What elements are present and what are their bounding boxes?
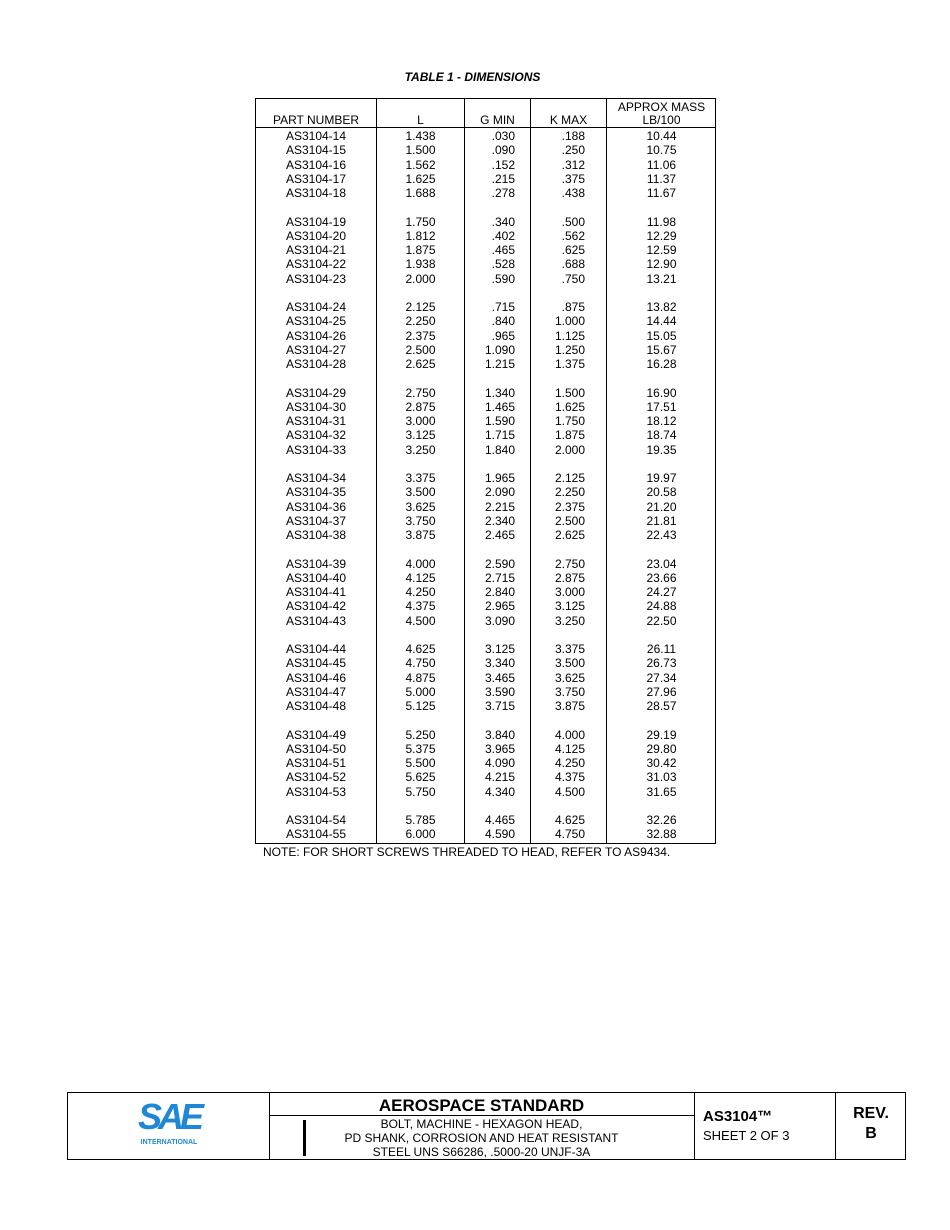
g-min-cell: 2.840 [484, 585, 515, 599]
table-row [256, 443, 715, 457]
approx-mass-cell: 19.35 [646, 442, 677, 457]
table-row [256, 186, 715, 200]
table-row [256, 300, 715, 314]
l-cell: 3.625 [405, 499, 436, 514]
g-min-cell: .965 [491, 328, 515, 343]
k-max-cell: 3.750 [554, 684, 585, 699]
k-max-cell: 4.500 [554, 784, 585, 799]
approx-mass-cell: 18.12 [646, 414, 677, 428]
table-row [256, 158, 715, 172]
table-row [256, 129, 715, 143]
table-row [256, 414, 715, 428]
g-min-cell: .278 [491, 186, 515, 200]
part-number-cell: AS3104-18 [285, 186, 347, 200]
g-min-cell: .340 [491, 214, 515, 229]
svg-text:SAE: SAE [137, 1099, 201, 1137]
part-number-cell: AS3104-53 [285, 784, 347, 799]
k-max-cell: 3.500 [554, 656, 585, 671]
l-cell: 3.875 [405, 528, 436, 542]
header-k-max: K MAX [549, 113, 588, 127]
part-number-cell: AS3104-45 [285, 656, 347, 671]
part-number-cell: AS3104-51 [285, 756, 347, 770]
table-row [256, 699, 715, 713]
l-cell: 2.000 [405, 271, 436, 286]
table-row [256, 471, 715, 485]
table-title: TABLE 1 - DIMENSIONS [404, 70, 541, 84]
l-cell: 5.625 [405, 770, 436, 785]
approx-mass-cell: 24.88 [646, 599, 677, 614]
g-min-cell: 3.715 [484, 699, 515, 713]
approx-mass-cell: 22.43 [646, 528, 677, 542]
table-row [256, 243, 715, 257]
table-row [256, 770, 715, 784]
part-number-cell: AS3104-29 [285, 385, 347, 400]
g-min-cell: .402 [491, 228, 515, 243]
title-block [67, 1092, 906, 1160]
g-min-cell: .215 [491, 171, 515, 186]
document-number: AS3104™ [703, 1108, 773, 1125]
k-max-cell: 4.375 [554, 770, 585, 785]
g-min-cell: 2.465 [484, 528, 515, 542]
part-number-cell: AS3104-20 [285, 228, 347, 243]
k-max-cell: 3.125 [554, 599, 585, 614]
heading-rule [269, 1115, 694, 1116]
l-cell: 3.750 [405, 513, 436, 528]
table-row [256, 514, 715, 528]
sae-international-logo [132, 1099, 206, 1149]
part-number-cell: AS3104-34 [285, 471, 347, 485]
approx-mass-cell: 10.44 [646, 129, 677, 143]
part-number-cell: AS3104-32 [285, 428, 347, 443]
revision-label: REV. [853, 1105, 889, 1122]
table-row [256, 329, 715, 343]
table-row [256, 314, 715, 328]
part-number-cell: AS3104-21 [285, 243, 347, 257]
g-min-cell: 3.340 [484, 656, 515, 671]
g-min-cell: .152 [491, 157, 515, 172]
g-min-cell: 1.215 [484, 357, 515, 371]
k-max-cell: .188 [561, 129, 585, 143]
table-row [256, 571, 715, 585]
part-number-cell: AS3104-22 [285, 257, 347, 272]
l-cell: 5.750 [405, 784, 436, 799]
k-max-cell: .375 [561, 171, 585, 186]
k-max-cell: 2.000 [554, 442, 585, 457]
part-number-cell: AS3104-44 [285, 642, 347, 656]
table-row [256, 599, 715, 613]
approx-mass-cell: 29.80 [646, 741, 677, 756]
k-max-cell: 4.625 [554, 813, 585, 827]
part-number-cell: AS3104-38 [285, 528, 347, 542]
approx-mass-cell: 22.50 [646, 613, 677, 628]
k-max-cell: 4.000 [554, 727, 585, 742]
description-line: STEEL UNS S66286, .5000-20 UNJF-3A [372, 1145, 591, 1159]
approx-mass-cell: 28.57 [646, 699, 677, 713]
part-number-cell: AS3104-35 [285, 485, 347, 500]
approx-mass-cell: 15.67 [646, 342, 677, 357]
table-row [256, 785, 715, 799]
l-cell: 1.812 [405, 228, 436, 243]
part-number-cell: AS3104-17 [285, 171, 347, 186]
l-cell: 2.750 [405, 385, 436, 400]
l-cell: 1.438 [405, 129, 436, 143]
l-cell: 5.000 [405, 684, 436, 699]
l-cell: 3.500 [405, 485, 436, 500]
g-min-cell: 4.215 [484, 770, 515, 785]
g-min-cell: 1.340 [484, 385, 515, 400]
approx-mass-cell: 32.88 [646, 827, 677, 842]
approx-mass-cell: 10.75 [646, 143, 677, 158]
g-min-cell: .465 [491, 243, 515, 257]
g-min-cell: 3.965 [484, 741, 515, 756]
l-cell: 2.875 [405, 399, 436, 414]
l-cell: 2.250 [405, 314, 436, 329]
k-max-cell: .875 [561, 300, 585, 314]
l-cell: 4.625 [405, 642, 436, 656]
k-max-cell: 3.375 [554, 642, 585, 656]
part-number-cell: AS3104-50 [285, 741, 347, 756]
l-cell: 4.250 [405, 585, 436, 599]
approx-mass-cell: 12.29 [646, 228, 677, 243]
approx-mass-cell: 23.66 [646, 570, 677, 585]
table-row [256, 742, 715, 756]
table-row [256, 614, 715, 628]
approx-mass-cell: 17.51 [646, 399, 677, 414]
approx-mass-cell: 11.67 [646, 186, 677, 200]
l-cell: 5.375 [405, 741, 436, 756]
k-max-cell: 3.250 [554, 613, 585, 628]
g-min-cell: .590 [491, 271, 515, 286]
table-row [256, 500, 715, 514]
g-min-cell: 2.340 [484, 513, 515, 528]
approx-mass-cell: 16.28 [646, 357, 677, 371]
part-number-cell: AS3104-42 [285, 599, 347, 614]
approx-mass-cell: 12.59 [646, 243, 677, 257]
g-min-cell: 1.465 [484, 399, 515, 414]
table-row [256, 827, 715, 841]
k-max-cell: .250 [561, 143, 585, 158]
approx-mass-cell: 31.65 [646, 784, 677, 799]
part-number-cell: AS3104-16 [285, 157, 347, 172]
part-number-cell: AS3104-39 [285, 556, 347, 571]
approx-mass-cell: 26.73 [646, 656, 677, 671]
k-max-cell: 2.625 [554, 528, 585, 542]
k-max-cell: .562 [561, 228, 585, 243]
g-min-cell: 1.090 [484, 342, 515, 357]
approx-mass-cell: 29.19 [646, 727, 677, 742]
k-max-cell: 2.250 [554, 485, 585, 500]
table-row [256, 386, 715, 400]
table-row [256, 143, 715, 157]
approx-mass-cell: 27.96 [646, 684, 677, 699]
g-min-cell: 2.715 [484, 570, 515, 585]
table-row [256, 585, 715, 599]
k-max-cell: 1.375 [554, 357, 585, 371]
g-min-cell: 2.215 [484, 499, 515, 514]
table-row [256, 343, 715, 357]
g-min-cell: 4.340 [484, 784, 515, 799]
k-max-cell: 3.875 [554, 699, 585, 713]
part-number-cell: AS3104-52 [285, 770, 347, 785]
table-row [256, 685, 715, 699]
approx-mass-cell: 13.21 [646, 271, 677, 286]
approx-mass-cell: 11.37 [646, 171, 677, 186]
g-min-cell: 2.590 [484, 556, 515, 571]
l-cell: 3.375 [405, 471, 436, 485]
header-mass-unit: LB/100 [642, 113, 681, 127]
part-number-cell: AS3104-47 [285, 684, 347, 699]
g-min-cell: 4.090 [484, 756, 515, 770]
k-max-cell: 1.250 [554, 342, 585, 357]
table-row [256, 528, 715, 542]
l-cell: 3.250 [405, 442, 436, 457]
l-cell: 1.562 [405, 157, 436, 172]
k-max-cell: 2.750 [554, 556, 585, 571]
l-cell: 1.938 [405, 257, 436, 272]
part-number-cell: AS3104-14 [285, 129, 347, 143]
g-min-cell: 3.590 [484, 684, 515, 699]
l-cell: 1.688 [405, 186, 436, 200]
table-note: NOTE: FOR SHORT SCREWS THREADED TO HEAD, REFER TO AS9434. [263, 845, 671, 859]
g-min-cell: 4.590 [484, 827, 515, 842]
table-row [256, 428, 715, 442]
approx-mass-cell: 21.20 [646, 499, 677, 514]
g-min-cell: .528 [491, 257, 515, 272]
l-cell: 6.000 [405, 827, 436, 842]
k-max-cell: 1.125 [554, 328, 585, 343]
approx-mass-cell: 15.05 [646, 328, 677, 343]
revision-value: B [865, 1125, 877, 1142]
approx-mass-cell: 23.04 [646, 556, 677, 571]
k-max-cell: .438 [561, 186, 585, 200]
g-min-cell: 1.965 [484, 471, 515, 485]
l-cell: 4.375 [405, 599, 436, 614]
l-cell: 2.125 [405, 300, 436, 314]
l-cell: 4.500 [405, 613, 436, 628]
k-max-cell: 1.000 [554, 314, 585, 329]
l-cell: 1.500 [405, 143, 436, 158]
approx-mass-cell: 20.58 [646, 485, 677, 500]
part-number-cell: AS3104-31 [285, 414, 347, 428]
g-min-cell: 1.840 [484, 442, 515, 457]
table-row [256, 756, 715, 770]
part-number-cell: AS3104-25 [285, 314, 347, 329]
g-min-cell: 1.715 [484, 428, 515, 443]
part-number-cell: AS3104-43 [285, 613, 347, 628]
part-number-cell: AS3104-19 [285, 214, 347, 229]
table-row [256, 671, 715, 685]
table-row [256, 813, 715, 827]
k-max-cell: 4.125 [554, 741, 585, 756]
l-cell: 1.625 [405, 171, 436, 186]
l-cell: 2.625 [405, 357, 436, 371]
part-number-cell: AS3104-26 [285, 328, 347, 343]
part-number-cell: AS3104-54 [285, 813, 347, 827]
part-number-cell: AS3104-49 [285, 727, 347, 742]
approx-mass-cell: 13.82 [646, 300, 677, 314]
k-max-cell: 2.125 [554, 471, 585, 485]
l-cell: 1.750 [405, 214, 436, 229]
table-row [256, 642, 715, 656]
l-cell: 4.000 [405, 556, 436, 571]
k-max-cell: 1.500 [554, 385, 585, 400]
dimensions-table [255, 98, 716, 844]
table-row [256, 257, 715, 271]
table-row [256, 656, 715, 670]
part-number-cell: AS3104-40 [285, 570, 347, 585]
k-max-cell: .625 [561, 243, 585, 257]
part-number-cell: AS3104-33 [285, 442, 347, 457]
part-number-cell: AS3104-15 [285, 143, 347, 158]
approx-mass-cell: 12.90 [646, 257, 677, 272]
table-row [256, 215, 715, 229]
k-max-cell: 4.750 [554, 827, 585, 842]
header-l: L [417, 113, 424, 127]
part-number-cell: AS3104-28 [285, 357, 347, 371]
part-number-cell: AS3104-41 [285, 585, 347, 599]
l-cell: 5.250 [405, 727, 436, 742]
g-min-cell: .030 [491, 129, 515, 143]
l-cell: 2.500 [405, 342, 436, 357]
approx-mass-cell: 31.03 [646, 770, 677, 785]
l-cell: 4.875 [405, 670, 436, 685]
part-number-cell: AS3104-55 [285, 827, 347, 842]
approx-mass-cell: 21.81 [646, 513, 677, 528]
part-number-cell: AS3104-37 [285, 513, 347, 528]
k-max-cell: 3.000 [554, 585, 585, 599]
g-min-cell: 3.840 [484, 727, 515, 742]
l-cell: 1.875 [405, 243, 436, 257]
approx-mass-cell: 16.90 [646, 385, 677, 400]
approx-mass-cell: 26.11 [646, 642, 677, 656]
part-number-cell: AS3104-23 [285, 271, 347, 286]
l-cell: 4.750 [405, 656, 436, 671]
g-min-cell: 3.125 [484, 642, 515, 656]
g-min-cell: .840 [491, 314, 515, 329]
table-row [256, 485, 715, 499]
k-max-cell: 2.375 [554, 499, 585, 514]
table-row [256, 557, 715, 571]
k-max-cell: 2.500 [554, 513, 585, 528]
header-rule [256, 127, 715, 128]
part-number-cell: AS3104-24 [285, 300, 347, 314]
approx-mass-cell: 14.44 [646, 314, 677, 329]
table-row [256, 229, 715, 243]
svg-text:INTERNATIONAL: INTERNATIONAL [140, 1139, 198, 1146]
l-cell: 4.125 [405, 570, 436, 585]
part-number-cell: AS3104-30 [285, 399, 347, 414]
k-max-cell: 1.750 [554, 414, 585, 428]
g-min-cell: 2.090 [484, 485, 515, 500]
part-number-cell: AS3104-48 [285, 699, 347, 713]
description-line: BOLT, MACHINE - HEXAGON HEAD, [380, 1117, 583, 1131]
approx-mass-cell: 27.34 [646, 670, 677, 685]
g-min-cell: 4.465 [484, 813, 515, 827]
approx-mass-cell: 19.97 [646, 471, 677, 485]
g-min-cell: .715 [491, 300, 515, 314]
k-max-cell: .750 [561, 271, 585, 286]
sheet-number: SHEET 2 OF 3 [703, 1128, 790, 1143]
approx-mass-cell: 24.27 [646, 585, 677, 599]
part-number-cell: AS3104-46 [285, 670, 347, 685]
k-max-cell: 4.250 [554, 756, 585, 770]
l-cell: 5.785 [405, 813, 436, 827]
standard-heading: AEROSPACE STANDARD [378, 1096, 585, 1115]
part-number-cell: AS3104-27 [285, 342, 347, 357]
header-part-number: PART NUMBER [272, 113, 359, 127]
table-row [256, 728, 715, 742]
approx-mass-cell: 18.74 [646, 428, 677, 443]
k-max-cell: 2.875 [554, 570, 585, 585]
approx-mass-cell: 30.42 [646, 756, 677, 770]
title-block-divider [694, 1093, 695, 1159]
approx-mass-cell: 11.98 [646, 214, 677, 229]
l-cell: 3.000 [405, 414, 436, 428]
g-min-cell: .090 [491, 143, 515, 158]
k-max-cell: .312 [561, 157, 585, 172]
part-number-cell: AS3104-36 [285, 499, 347, 514]
l-cell: 5.125 [405, 699, 436, 713]
approx-mass-cell: 11.06 [646, 157, 677, 172]
header-approx-mass: APPROX MASS [617, 100, 706, 114]
table-row [256, 400, 715, 414]
approx-mass-cell: 32.26 [646, 813, 677, 827]
k-max-cell: 3.625 [554, 670, 585, 685]
g-min-cell: 2.965 [484, 599, 515, 614]
k-max-cell: 1.875 [554, 428, 585, 443]
g-min-cell: 3.465 [484, 670, 515, 685]
header-g-min: G MIN [480, 113, 515, 127]
description-line: PD SHANK, CORROSION AND HEAT RESISTANT [344, 1131, 619, 1145]
k-max-cell: .688 [561, 257, 585, 272]
l-cell: 2.375 [405, 328, 436, 343]
l-cell: 5.500 [405, 756, 436, 770]
table-row [256, 272, 715, 286]
g-min-cell: 1.590 [484, 414, 515, 428]
table-row [256, 357, 715, 371]
k-max-cell: .500 [561, 214, 585, 229]
g-min-cell: 3.090 [484, 613, 515, 628]
l-cell: 3.125 [405, 428, 436, 443]
table-row [256, 172, 715, 186]
k-max-cell: 1.625 [554, 399, 585, 414]
